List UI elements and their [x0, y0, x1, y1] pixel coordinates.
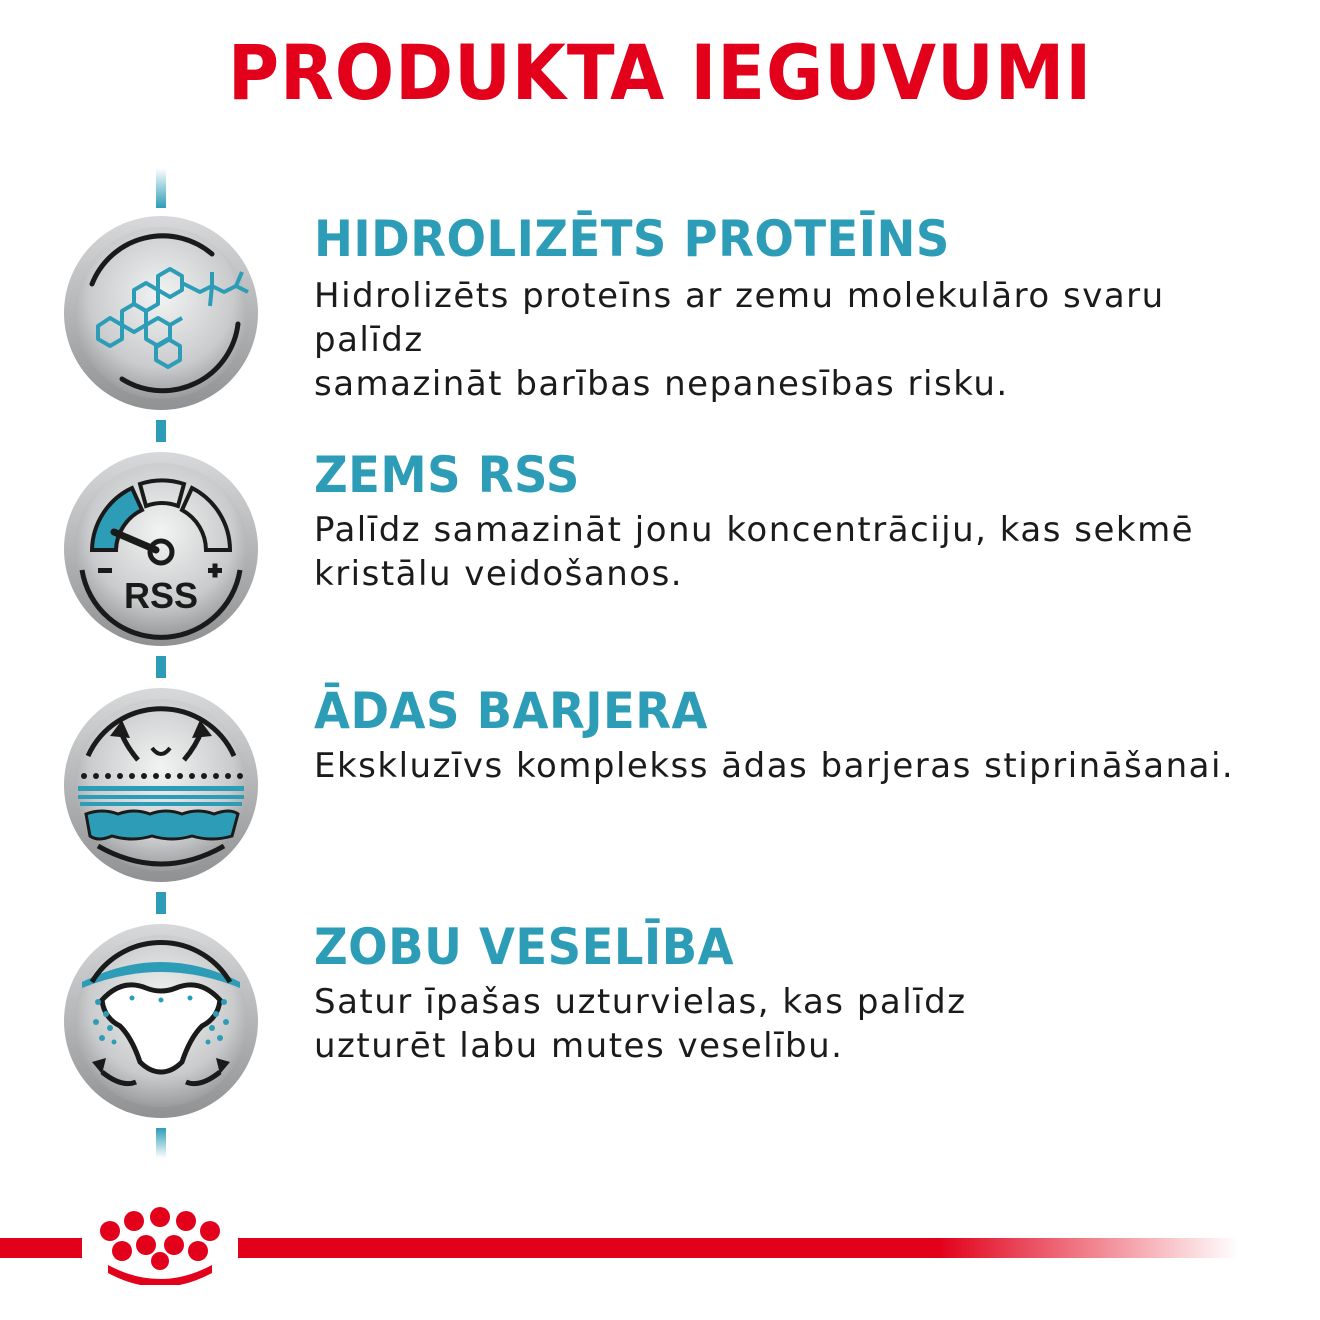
- footer-bar-left: [0, 1238, 82, 1258]
- description-line: Palīdz samazināt jonu koncentrāciju, kas sekmē: [314, 510, 1195, 550]
- benefit-title: ZOBU VESELĪBA: [314, 918, 735, 976]
- description-line: Ekskluzīvs komplekss ādas barjeras stiprināšanai.: [314, 746, 1235, 786]
- description-line: kristālu veidošanos.: [314, 554, 684, 594]
- benefit-title: HIDROLIZĒTS PROTEĪNS: [314, 210, 950, 268]
- royal-canin-crown-logo: [90, 1203, 230, 1285]
- skin-barrier-icon: [62, 686, 260, 884]
- molecule-icon: [62, 214, 260, 412]
- description-line: Hidrolizēts proteīns ar zemu molekulāro svaru palīdz: [314, 276, 1165, 360]
- benefit-title: ZEMS RSS: [314, 446, 580, 504]
- description-line: Satur īpašas uzturvielas, kas palīdz: [314, 982, 967, 1022]
- benefit-description: [314, 744, 1274, 788]
- rss-label: RSS: [123, 575, 199, 616]
- footer-bar-right: [238, 1238, 1238, 1258]
- tooth-icon: [62, 922, 260, 1120]
- description-line: samazināt barības nepanesības risku.: [314, 364, 1009, 404]
- description-line: uzturēt labu mutes veselību.: [314, 1026, 844, 1066]
- benefit-description: [314, 980, 1274, 1068]
- rss-gauge-icon: [62, 450, 260, 648]
- benefit-title: ĀDAS BARJERA: [314, 682, 708, 740]
- page-title: PRODUKTA IEGUVUMI: [227, 28, 1093, 117]
- benefit-description: [314, 274, 1274, 406]
- benefit-description: [314, 508, 1274, 596]
